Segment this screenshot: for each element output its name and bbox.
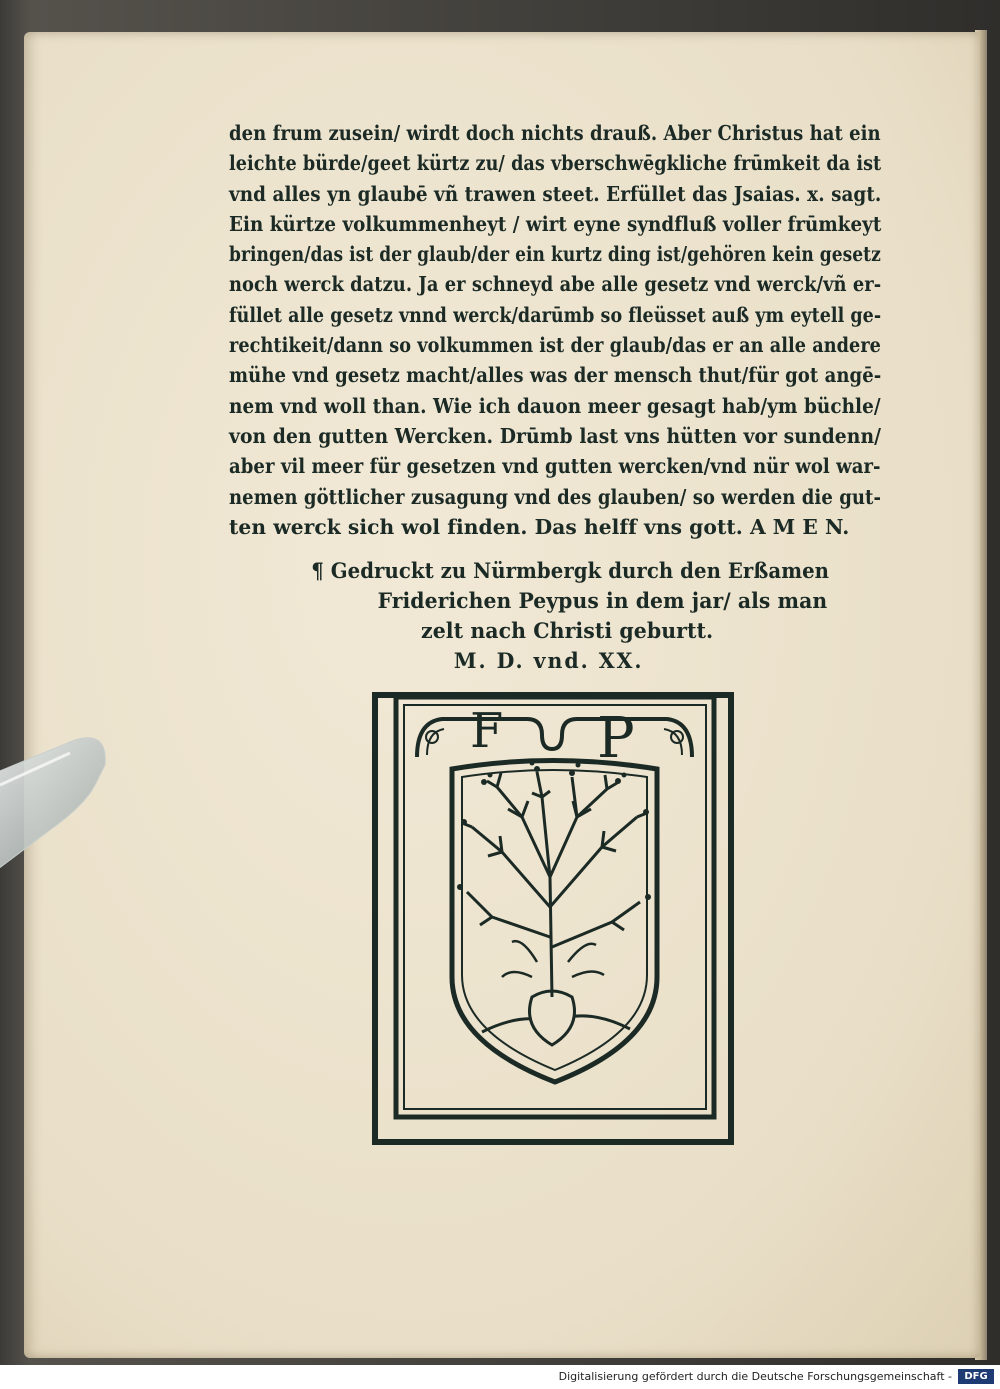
initial-p: P: [597, 706, 635, 771]
text-line: nemen göttlicher zusagung vnd des glauben/ so werden die gut-: [229, 484, 881, 509]
text-line: den frum zusein/ wirdt doch nichts drauß. Aber Christus hat ein: [229, 121, 881, 145]
main-text: [229, 118, 889, 542]
text-line: rechtikeit/dann so volkummen ist der glaub/das er an alle andere: [229, 333, 881, 358]
colophon-line: Friderichen Peypus in dem jar/ als man: [377, 588, 828, 613]
dfg-logo: DFG: [958, 1369, 994, 1384]
footer-credit: Digitalisierung gefördert durch die Deutsche Forschungsgemeinschaft -: [558, 1370, 952, 1383]
text-line: mühe vnd gesetz macht/alles was der mensch thut/für got angē-: [229, 363, 882, 388]
plastic-clip: [0, 735, 110, 885]
colophon-line: ¶ Gedruckt zu Nürmbergk durch den Erßamen: [311, 558, 830, 583]
text-line: füllet alle gesetz vnnd werck/darūmb so fleüsset auß ym eytell ge-: [229, 302, 882, 327]
text-line: von den gutten Wercken. Drūmb last vns hütten vor sundenn/: [229, 423, 882, 448]
initial-f: F: [470, 703, 504, 759]
text-line: bringen/das ist der glaub/der ein kurtz ding ist/gehören kein gesetz: [229, 242, 881, 267]
text-line: vnd alles yn glaubē vñ trawen steet. Erfüllet das Jsaias. x. sagt.: [229, 181, 882, 206]
colophon: [300, 556, 840, 676]
text-line: leichte bürde/geet kürtz zu/ das vberschwēgkliche frūmkeit da ist: [229, 151, 882, 176]
text-line: nem vnd woll than. Wie ich dauon meer gesagt hab/ym büchle/: [229, 393, 881, 418]
show-through: [240, 650, 246, 671]
colophon-line: zelt nach Christi geburtt.: [421, 618, 714, 643]
colophon-date: M. D. vnd. XX.: [453, 648, 644, 673]
text-line: ten werck sich wol finden. Das helff vns gott. A M E N.: [229, 514, 850, 539]
printer-mark-woodcut: [372, 677, 734, 1145]
text-line: aber vil meer für gesetzen vnd gutten wercken/vnd nür wol war-: [229, 454, 881, 479]
text-line: Ein kürtze volkummenheyt / wirt eyne syndfluß voller frūmkeyt: [229, 211, 882, 236]
text-line: noch werck datzu. Ja er schneyd abe alle gesetz vnd werck/vñ er-: [229, 272, 882, 297]
footer-bar: [0, 1365, 1000, 1389]
